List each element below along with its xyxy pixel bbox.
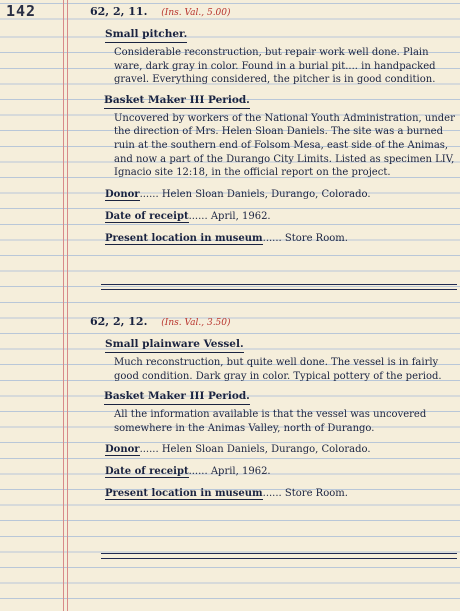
entry-id-line bbox=[90, 314, 458, 331]
location-field bbox=[105, 231, 458, 246]
catalog-entry-1 bbox=[90, 4, 458, 246]
leader-dots: ...... bbox=[262, 232, 282, 244]
object-title: Small plainware Vessel. bbox=[105, 337, 244, 353]
culture-period: Basket Maker III Period. bbox=[104, 389, 250, 405]
receipt-field bbox=[105, 464, 458, 479]
receipt-label: Date of receipt bbox=[105, 466, 189, 478]
donor-value: Helen Sloan Daniels, Durango, Colorado. bbox=[161, 444, 371, 456]
provenance-note: All the information available is that the vessel was uncovered somewhere in the Animas Valley, north of Durango. bbox=[114, 409, 427, 434]
page-number: 142 bbox=[6, 2, 37, 20]
location-value: Store Room. bbox=[284, 232, 348, 244]
insured-value-note: (Ins. Val., 5.00) bbox=[161, 8, 231, 18]
location-label: Present location in museum bbox=[105, 232, 263, 244]
entry-id-line bbox=[90, 4, 458, 21]
object-title: Small pitcher. bbox=[105, 27, 187, 43]
culture-period: Basket Maker III Period. bbox=[104, 93, 250, 109]
leader-dots: ...... bbox=[139, 188, 159, 200]
catalog-number: 62, 2, 12. bbox=[90, 315, 148, 328]
leader-dots: ...... bbox=[262, 488, 282, 500]
insured-value-note: (Ins. Val., 3.50) bbox=[161, 318, 231, 328]
provenance-note: Uncovered by workers of the National Youth Administration, under the direction of Mrs. Helen Sloan Daniels. The site was a burned ruin at the southern end of Folsom Mesa, east side of the Animas, and now a part of the Durango City Limits. Listed as specimen LIV, Ignacio site 12:18, in the official report on the project. bbox=[114, 112, 455, 179]
receipt-value: April, 1962. bbox=[210, 210, 271, 222]
donor-field bbox=[105, 187, 458, 202]
entry-separator-rule bbox=[101, 553, 457, 559]
location-label: Present location in museum bbox=[105, 488, 263, 500]
leader-dots: ...... bbox=[188, 466, 208, 478]
donor-field bbox=[105, 442, 458, 457]
location-field bbox=[105, 486, 458, 501]
red-margin-line-inner bbox=[67, 0, 68, 611]
catalog-entry-2 bbox=[90, 314, 458, 501]
location-value: Store Room. bbox=[284, 488, 348, 500]
receipt-label: Date of receipt bbox=[105, 210, 189, 222]
leader-dots: ...... bbox=[139, 444, 159, 456]
receipt-value: April, 1962. bbox=[210, 466, 271, 478]
entry-separator-rule bbox=[101, 284, 457, 290]
donor-label: Donor bbox=[105, 444, 140, 456]
catalog-number: 62, 2, 11. bbox=[90, 5, 148, 18]
object-description: Considerable reconstruction, but repair work well done. Plain ware, dark gray in color. Found in a burial pit.... in handpacked gravel. Everything considered, the pitcher is in good condition. bbox=[114, 47, 436, 86]
receipt-field bbox=[105, 209, 458, 224]
donor-label: Donor bbox=[105, 188, 140, 200]
leader-dots: ...... bbox=[188, 210, 208, 222]
object-description: Much reconstruction, but quite well done. The vessel is in fairly good condition. Dark gray in color. Typical pottery of the period. bbox=[114, 357, 442, 382]
red-margin-line bbox=[63, 0, 64, 611]
donor-value: Helen Sloan Daniels, Durango, Colorado. bbox=[161, 188, 371, 200]
